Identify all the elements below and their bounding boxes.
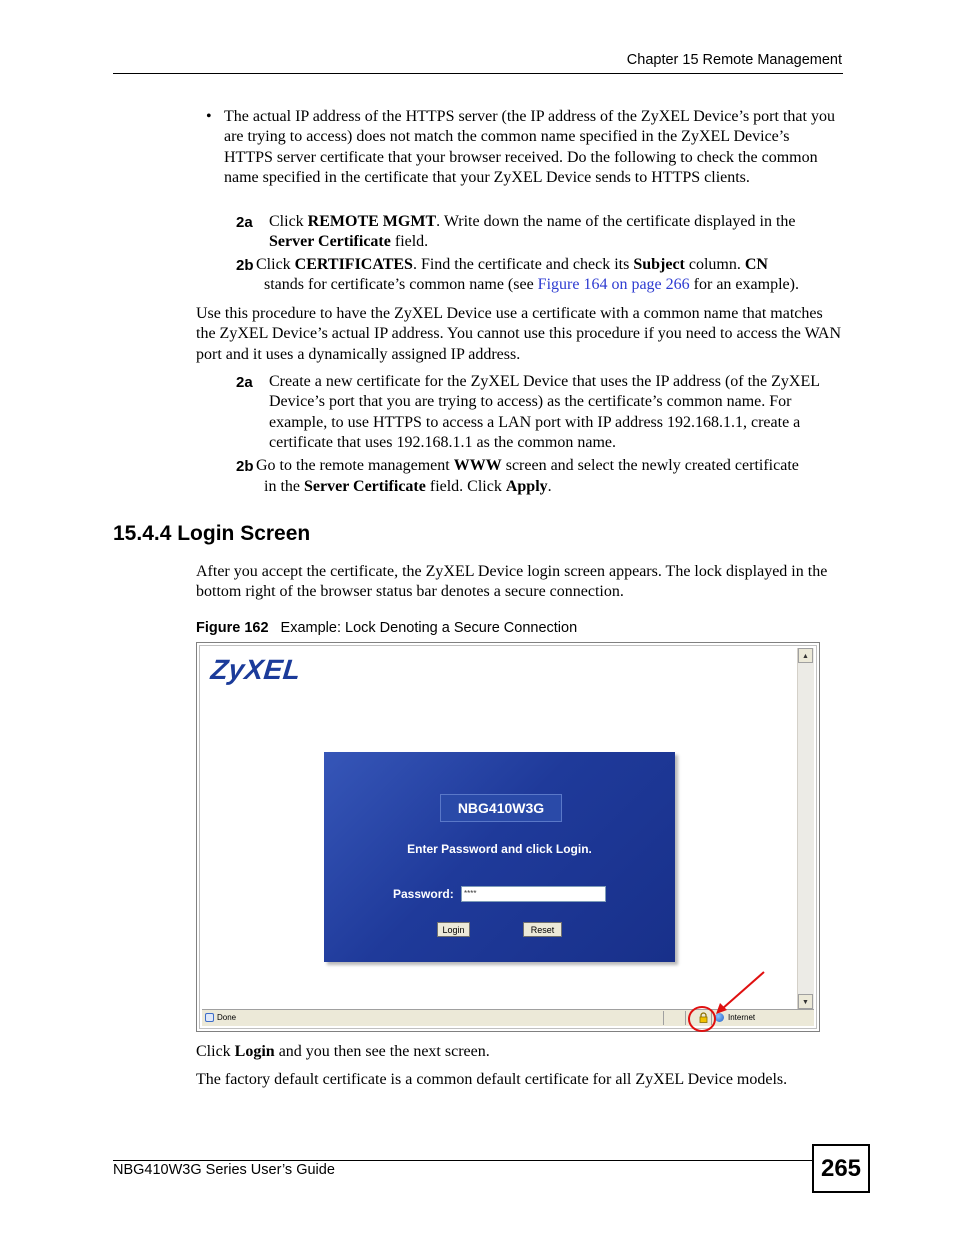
annotation-arrow-icon bbox=[680, 965, 770, 1037]
scroll-up-arrow-icon[interactable]: ▲ bbox=[798, 648, 813, 663]
figure-caption: Figure 162 Example: Lock Denoting a Secure Connection bbox=[196, 620, 578, 636]
status-done-text: Done bbox=[217, 1013, 237, 1022]
procedure-paragraph: Use this procedure to have the ZyXEL Device use a certificate with a common name that matches the ZyXEL Device’s actual IP address. You cannot use this procedure if you need to access the WAN port and it uses a dynamically assigned IP address. bbox=[196, 305, 842, 363]
status-divider bbox=[663, 1011, 664, 1025]
bullet-paragraph: The actual IP address of the HTTPS server (the IP address of the ZyXEL Device’s port that you are trying to access) does not match the common name specified in the ZyXEL Device’s HTTPS server certificate that your browser received. Do the following to check the common name specified in the certificate that your ZyXEL Device sends to HTTPS clients. bbox=[224, 108, 835, 187]
login-intro-paragraph: After you accept the certificate, the ZyXEL Device login screen appears. The lock displayed in the bottom right of the browser status bar denotes a secure connection. bbox=[196, 563, 828, 601]
login-prompt: Enter Password and click Login. bbox=[407, 842, 592, 856]
factory-certificate-paragraph: The factory default certificate is a common default certificate for all ZyXEL Device models. bbox=[196, 1071, 788, 1088]
step-2a-text: Click REMOTE MGMT. Write down the name of the certificate displayed in the Server Certificate field. bbox=[269, 213, 796, 251]
zyxel-logo: ZyXEL bbox=[209, 654, 303, 685]
model-name-badge: NBG410W3G bbox=[440, 794, 562, 822]
vertical-scrollbar[interactable] bbox=[797, 648, 814, 1009]
page-number: 265 bbox=[812, 1144, 870, 1193]
step-2b-line2: stands for certificate’s common name (see Figure 164 on page 266 for an example). bbox=[264, 276, 799, 293]
figure-164-link[interactable]: Figure 164 on page 266 bbox=[537, 276, 690, 293]
scroll-down-arrow-icon[interactable]: ▼ bbox=[798, 994, 813, 1009]
login-button[interactable]: Login bbox=[437, 922, 470, 937]
header-rule bbox=[113, 73, 843, 74]
section-heading: 15.4.4 Login Screen bbox=[113, 522, 311, 545]
guide-title: NBG410W3G Series User’s Guide bbox=[113, 1162, 335, 1178]
bullet-marker: • bbox=[206, 108, 212, 125]
step-number-2a-second: 2a bbox=[236, 374, 253, 391]
footer-rule bbox=[113, 1160, 812, 1161]
step-2a-second-text: Create a new certificate for the ZyXEL Device that uses the IP address (of the ZyXEL Device’s port that you are trying to access) as the certificate’s common name. For example, to use HTTPS to access a LAN port with IP address 192.168.1.1, create a certificate that uses 192.168.1.1 as the common name. bbox=[269, 373, 820, 452]
step-number-2b-second: 2b bbox=[236, 458, 254, 475]
reset-button[interactable]: Reset bbox=[523, 922, 562, 937]
step-2b-second-line2: in the Server Certificate field. Click Apply. bbox=[264, 478, 552, 495]
page-done-icon bbox=[205, 1013, 214, 1022]
step-number-2a: 2a bbox=[236, 214, 253, 231]
password-input[interactable]: **** bbox=[461, 886, 606, 902]
password-label: Password: bbox=[393, 887, 454, 901]
step-2b-line1: Click CERTIFICATES. Find the certificate and check its Subject column. CN bbox=[256, 256, 768, 273]
step-2b-second-line1: Go to the remote management WWW screen and select the newly created certificate bbox=[256, 457, 799, 474]
click-login-paragraph: Click Login and you then see the next screen. bbox=[196, 1043, 490, 1060]
status-zone-text: Internet bbox=[728, 1013, 756, 1022]
running-header: Chapter 15 Remote Management bbox=[626, 52, 842, 68]
login-panel bbox=[324, 752, 675, 962]
step-number-2b: 2b bbox=[236, 257, 254, 274]
